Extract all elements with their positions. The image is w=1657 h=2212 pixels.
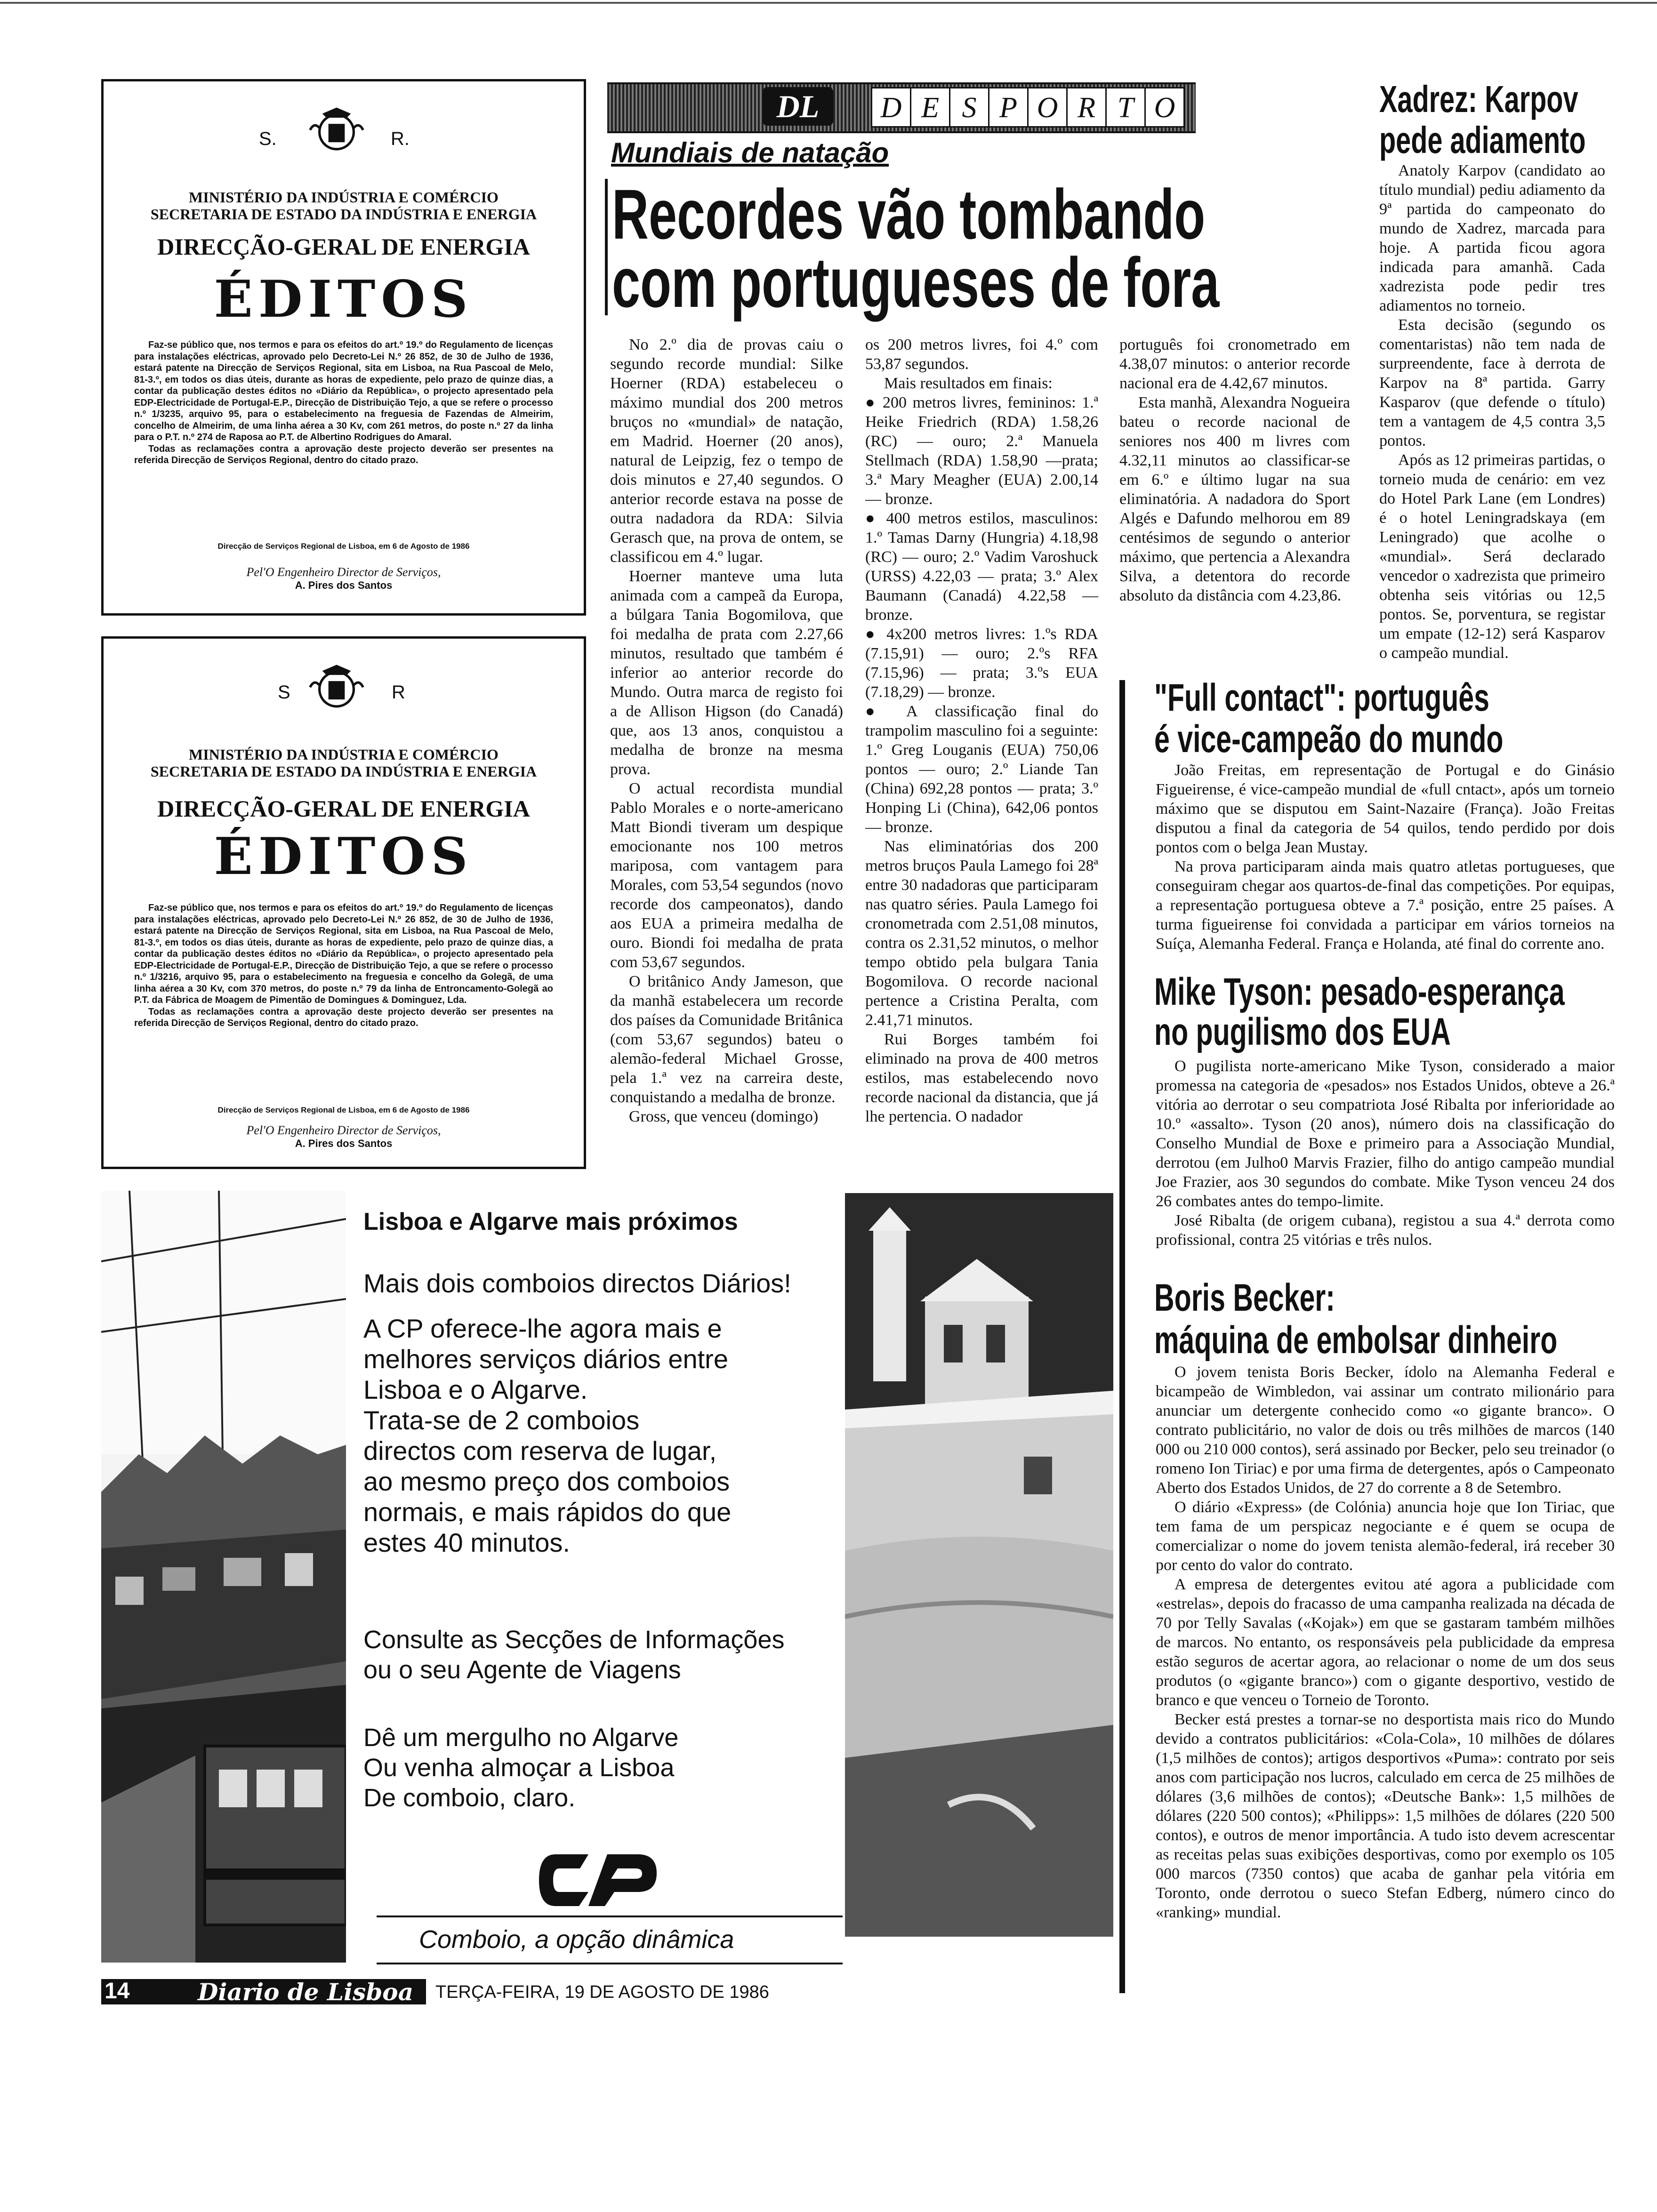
section-letter: O — [1027, 87, 1068, 128]
ad-photo-algarve — [845, 1193, 1113, 1937]
paragraph: Becker está prestes a tornar-se no desportista mais rico do Mundo devido a contratos publicitários: «Cola-Cola», 10 milhões de dólares (1,5 milhões de contos); artigos desportivos «Puma»: contrato por seis anos com participação nos lucros, calculado em cerca de 25 milhões de dólares (3,6 milhões de contos); «Deutsche Bank»: 1,5 milhões de dólares (220 500 contos); «Philipps»: 1,5 milhões de dólares (220 500 contos), e outros de menor importância. A tudo isto devem acrescentar as receitas pelas suas exibições desportivas, como por exemplo os 105 000 marcos (7350 contos) que acaba de ganhar pela vitória em Toronto, onde derrotou o sueco Stefan Edberg, número cinco do «ranking» mundial. — [1156, 1711, 1615, 1921]
section-letter: R — [1066, 87, 1107, 128]
edital-title: ÉDITOS — [214, 270, 474, 329]
edital-body-2: Todas as reclamações contra a aprovação deste projecto deverão ser presentes na referida Direcção de Serviços Regional, dentro do citado prazo. — [134, 443, 553, 465]
ad-photo-lisbon-tram — [101, 1191, 346, 1963]
paragraph: O diário «Express» (de Colónia) anuncia hoje que Ion Tiriac, que tem fama de um perspicaz negociante e é quem se ocupa de comercializar o nome do jovem tenista alemão-federal, irá receber 30 por cento do valor do contrato. — [1156, 1499, 1615, 1574]
newspaper-masthead: Diario de Lisboa — [198, 1978, 414, 2006]
ad-body-line: directos com reserva de lugar, — [363, 1436, 717, 1466]
edital-place-date: Direcção de Serviços Regional de Lisboa, em 6 de Agosto de 1986 — [217, 542, 470, 551]
edital-signature-title: Pel'O Engenheiro Director de Serviços, — [246, 565, 441, 579]
edital-body-2: Todas as reclamações contra a aprovação deste projecto deverão ser presentes na referida Direcção de Serviços Regional, dentro do citado prazo. — [134, 1006, 553, 1028]
section-letter: E — [910, 87, 950, 128]
issue-date: TERÇA-FEIRA, 19 DE AGOSTO DE 1986 — [435, 1982, 769, 2002]
top-border — [0, 2, 1657, 4]
paragraph: O actual recordista mundial Pablo Morales e o norte-americano Matt Biondi tiveram um despique emocionante nos 100 metros mariposa, com vantagem para Morales, com 53,54 segundos (novo recorde dos campeonatos), dando aos EUA a primeira medalha de ouro. Biondi foi medalha de prata com 53,67 segundos. — [610, 780, 843, 971]
ad-consult-line: ou o seu Agente de Viagens — [363, 1656, 681, 1684]
ad-body-line: normais, e mais rápidos do que — [363, 1497, 732, 1527]
paragraph: Esta decisão (segundo os comentaristas) não tem nada de surpreendente, face à derrota de Karpov na 8ª partida. Garry Kasparov (que defende o título) tem a vantagem de 4,5 contra 3,5 pontos. — [1379, 316, 1605, 449]
cp-logo-icon — [537, 1850, 659, 1911]
section-logo: DL — [763, 87, 833, 126]
xadrez-article — [1379, 161, 1605, 663]
page-number: 14 — [105, 1979, 130, 2004]
edital-s: S. — [259, 128, 277, 149]
edital-secretariat: SECRETARIA DE ESTADO DA INDÚSTRIA E ENERGIA — [150, 206, 537, 223]
headline-rule — [605, 179, 608, 315]
edital-secretariat: SECRETARIA DE ESTADO DA INDÚSTRIA E ENERGIA — [150, 763, 537, 780]
ad-closing-line: De comboio, claro. — [363, 1784, 576, 1812]
ad-slogan: Comboio, a opção dinâmica — [419, 1925, 734, 1954]
edital-r: R. — [391, 128, 410, 149]
coat-of-arms-icon — [306, 662, 367, 716]
becker-headline-line-1: Boris Becker: — [1154, 1276, 1335, 1319]
main-headline-line-1: Recordes vão tombando — [612, 175, 1206, 254]
becker-headline-line-2: máquina de embolsar dinheiro — [1154, 1319, 1558, 1362]
section-letter: T — [1105, 87, 1146, 128]
ad-closing — [363, 1723, 678, 1813]
ad-body-line: Lisboa e o Algarve. — [363, 1375, 588, 1404]
ad-body — [363, 1313, 731, 1558]
main-article-column-2 — [865, 335, 1098, 1126]
tyson-article — [1156, 1057, 1615, 1250]
edital-notice-1 — [101, 79, 586, 616]
section-banner — [607, 82, 1196, 133]
paragraph: No 2.º dia de provas caiu o segundo recorde mundial: Silke Hoerner (RDA) estabeleceu o máximo mundial dos 200 metros bruços no «mundial» de natação, em Madrid. Hoerner (20 anos), natural de Leipzig, fez o tempo de dois minutos e 27,40 segundos. O anterior recorde estava na posse de outra nadadora da RDA: Silvia Gerasch que, na prova de ontem, se classificou em 4.º lugar. — [610, 336, 843, 566]
paragraph: José Ribalta (de origem cubana), registou a sua 4.ª derrota como profissional, contra 25 vitórias e três nulos. — [1156, 1212, 1615, 1249]
edital-directorate: DIRECÇÃO-GERAL DE ENERGIA — [157, 795, 530, 822]
section-letter: S — [949, 87, 989, 128]
tyson-headline-line-1: Mike Tyson: pesado-esperança — [1154, 970, 1565, 1013]
paragraph: O jovem tenista Boris Becker, ídolo na Alemanha Federal e bicampeão de Wimbledon, vai assinar um contrato milionário para anunciar um detergente conhecido como «o gigante branco». O contrato publicitário, no valor de dois ou três milhões de marcos (140 000 ou 210 000 contos), será assinado por Becker, pelo seu treinador (o romeno Ion Tiriac) e por uma firma de detergentes, após o Campeonato Aberto dos Estados Unidos, de 27 do corrente a 8 de Setembro. — [1156, 1363, 1615, 1497]
ad-body-line: ao mesmo preço dos comboios — [363, 1467, 730, 1496]
paragraph: ● A classificação final do trampolim masculino foi a seguinte: 1.º Greg Louganis (EUA) 750,06 pontos — ouro; 2.º Liande Tan (China) 692,28 pontos — prata; 3.º Honping Li (China), 642,06 pontos — bronze. — [865, 703, 1098, 836]
paragraph: Anatoly Karpov (candidato ao título mundial) pediu adiamento da 9ª partida do campeonato do mundo de Xadrez, marcada para hoje. A partida ficou agora indicada para amanhã. Cada xadrezista pode pedir tres adiamentos no torneio. — [1379, 162, 1605, 314]
article-kicker: Mundiais de natação — [611, 137, 889, 168]
ad-closing-line: Ou venha almoçar a Lisboa — [363, 1754, 675, 1782]
main-article-column-3 — [1119, 335, 1350, 605]
edital-directorate: DIRECÇÃO-GERAL DE ENERGIA — [157, 233, 530, 260]
paragraph: ● 400 metros estilos, masculinos: 1.º Tamas Darny (Hungria) 4.18,98 (RC) — ouro; 2.º Vadim Varoshuck (URSS) 4.22,03 — prata; 3.º Alex Baumann (Canadá) 4.22,58 — bronze. — [865, 510, 1098, 624]
section-letter: P — [988, 87, 1029, 128]
ad-title: Lisboa e Algarve mais próximos — [363, 1208, 738, 1235]
xadrez-headline-line-2: pede adiamento — [1379, 119, 1586, 161]
edital-ministry: MINISTÉRIO DA INDÚSTRIA E COMÉRCIO — [189, 746, 499, 763]
ad-headline: Mais dois comboios directos Diários! — [363, 1268, 791, 1298]
edital-place-date: Direcção de Serviços Regional de Lisboa, em 6 de Agosto de 1986 — [217, 1106, 470, 1114]
column-rule — [1119, 680, 1125, 1993]
xadrez-headline-line-1: Xadrez: Karpov — [1379, 78, 1578, 120]
section-letter: O — [1144, 87, 1185, 128]
edital-notice-2 — [101, 636, 586, 1169]
ad-body-line: estes 40 minutos. — [363, 1528, 570, 1557]
ad-body-line: Trata-se de 2 comboios — [363, 1405, 640, 1435]
full-contact-headline-line-2: é vice-campeão do mundo — [1154, 718, 1504, 761]
section-label — [871, 87, 1185, 126]
ad-body-line: melhores serviços diários entre — [363, 1344, 728, 1374]
edital-r: R — [392, 682, 405, 703]
edital-title: ÉDITOS — [214, 827, 474, 886]
main-headline-line-2: com portugueses de fora — [612, 243, 1220, 322]
paragraph: ● 200 metros livres, femininos: 1.ª Heike Friedrich (RDA) 1.58,26 (RC) — ouro; 2.ª Manuela Stellmach (RDA) 1.58,90 —prata; 3.ª Mary Meagher (EUA) 2.00,14 — bronze. — [865, 394, 1098, 508]
paragraph: ● 4x200 metros livres: 1.ºs RDA (7.15,91) — ouro; 2.ºs RFA (7.15,96) — prata; 3.ºs EUA (7.18,29) — bronze. — [865, 625, 1098, 701]
edital-signature-title: Pel'O Engenheiro Director de Serviços, — [246, 1123, 441, 1137]
ad-closing-line: Dê um mergulho no Algarve — [363, 1723, 679, 1752]
paragraph: Esta manhã, Alexandra Nogueira bateu o recorde nacional de seniores nos 400 m livres com 4.32,11 minutos ao classificar-se em 6.º e último lugar na sua eliminatória. A nadadora do Sport Algés e Dafundo melhorou em 89 centésimos de segundo o anterior máximo, que pertencia a Alexandra Silva, a detentora do recorde absoluto da distância com 4.23,86. — [1119, 394, 1350, 604]
slogan-top-rule — [377, 1915, 843, 1917]
paragraph: O pugilista norte-americano Mike Tyson, considerado a maior promessa na categoria de «pesados» nos Estados Unidos, obteve a 26.ª vitória ao derrotar o seu compatriota José Ribalta por inferioridade ao 10.º «assalto». Tyson (20 anos), número dois na classificação do Conselho Mundial de Boxe e primeiro para a Associação Mundial, derrotou (em Julho0 Marvis Frazier, filho do antigo campeão mundial Joe Frazier, aos 30 segundos do combate. Mike Tyson venceu 24 dos 26 combates antes do tempo-limite. — [1156, 1058, 1615, 1210]
edital-signature-name: A. Pires dos Santos — [295, 579, 393, 591]
edital-s: S — [278, 682, 290, 703]
paragraph: Gross, que venceu (domingo) — [629, 1108, 819, 1125]
paragraph: O britânico Andy Jameson, que da manhã estabelecera um recorde dos países da Comunidade Britânica (com 53,67 segundos) bateu o alemão-federal Michael Grosse, pela 1.ª vez na carreira deste, conquistando a medalha de bronze. — [610, 973, 843, 1106]
paragraph: Após as 12 primeiras partidas, o torneio muda de cenário: em vez do Hotel Park Lane (em Londres) é o hotel Leningradskaya (em Leningrado) que acolhe o «mundial». Será declarado vencedor o xadrezista que primeiro obtenha seis vitórias ou 12,5 pontos. Se, porventura, se registar um empate (12-12) será Kasparov o campeão mundial. — [1379, 451, 1605, 662]
paragraph: Nas eliminatórias dos 200 metros bruços Paula Lamego foi 28ª entre 30 nadadoras que participaram nas quatro séries. Paula Lamego foi cronometrada com 2.51,08 minutos, contra os 2.31,52 minutos, o melhor tempo obtido pela bulgara Tania Bogomilova. O recorde nacional pertence a Cristina Peralta, com 2.41,71 minutos. — [865, 838, 1098, 1029]
paragraph: Hoerner manteve uma luta animada com a campeã da Europa, a búlgara Tania Bogomilova, que foi medalha de prata com 2.27,66 minutos, resultado que também é inferior ao anterior recorde do Mundo. Outra marca de registo foi a de Allison Higson (do Canadá) que, aos 13 anos, conquistou a medalha de bronze na mesma prova. — [610, 568, 843, 778]
paragraph: A empresa de detergentes evitou até agora a publicidade com «estrelas», depois do fracasso de uma campanha realizada na década de 70 por Telly Savalas («Kojak») em que se gastaram também milhões de marcos. No entanto, os responsáveis pela publicidade da empresa estão seguros de acertar agora, ao relacionar o nome de um dos seus produtos (o «gigante branco») com o gigante desportivo, vestido de branco e que venceu o Torneio de Toronto. — [1156, 1576, 1615, 1709]
coat-of-arms-icon — [306, 105, 367, 159]
paragraph: Rui Borges também foi eliminado na prova de 400 metros estilos, mas estabelecendo novo recorde nacional da distancia, que já lhe pertencia. O nadador — [865, 1031, 1098, 1125]
edital-signature-name: A. Pires dos Santos — [295, 1138, 393, 1149]
ad-consult-line: Consulte as Secções de Informações — [363, 1626, 785, 1654]
edital-body: Faz-se público que, nos termos e para os efeitos do art.º 19.º do Regulamento de licenças para instalações eléctricas, aprovado pelo Decreto-Lei N.º 26 852, de 30 de Julho de 1936, estará patente na Direcção de Serviços Regional, sita em Lisboa, na Rua Pascoal de Melo, 81-3.º, em todos os dias úteis, durante as horas de expediente, pelo prazo de quinze dias, a contar da publicação destes éditos no «Diário da República», o projecto apresentado pela EDP-Electricidade de Portugal-E.P., Direcção de Distribuição Tejo, a que se refere o processo n.º 1/3235, arquivo 95, para o estabelecimento na freguesia de Fazendas de Almeirim, concelho de Almeirim, de uma linha aérea a 30 Kv, com 261 metros, do poste n.º 27 da linha para o P.T. n.º 274 de Raposa ao P.T. de Albertino Rodrigues do Amaral. — [134, 340, 553, 442]
paragraph: Mais resultados em finais: — [884, 375, 1053, 392]
full-contact-headline-line-1: "Full contact": português — [1154, 676, 1489, 719]
section-letter: D — [871, 87, 911, 128]
tyson-headline-line-2: no pugilismo dos EUA — [1154, 1010, 1451, 1053]
edital-body: Faz-se público que, nos termos e para os efeitos do art.º 19.º do Regulamento de licenças para instalações eléctricas, aprovado pelo Decreto-Lei N.º 26 852, de 30 de Julho de 1936, estará patente na Direcção de Serviços Regional, sita em Lisboa, na Rua Pascoal de Melo, 81-3.º, em todos os dias úteis, durante as horas de expediente, pelo prazo de quinze dias, a contar da publicação destes éditos no «Diário da República», o projecto apresentado pela EDP-Electricidade de Portugal-E.P., Direcção de Distribuição Tejo, a que se refere o processo n.º 1/3216, arquivo 95, para o estabelecimento na freguesia e concelho da Golegã, de uma linha aérea a 30 Kv, com 370 metros, do poste n.º 79 da linha de Entroncamento-Golegã ao P.T. da Fábrica de Moagem de Pimentão de Domingues & Dominguez, Lda. — [134, 903, 553, 1005]
ad-consult — [363, 1625, 784, 1685]
paragraph: português foi cronometrado em 4.38,07 minutos: o anterior recorde nacional era de 4.42,67 minutos. — [1119, 336, 1350, 392]
slogan-bottom-rule — [377, 1963, 843, 1964]
ad-body-line: A CP oferece-lhe agora mais e — [363, 1314, 722, 1343]
edital-ministry: MINISTÉRIO DA INDÚSTRIA E COMÉRCIO — [189, 189, 499, 206]
paragraph: Na prova participaram ainda mais quatro atletas portugueses, que conseguiram chegar aos quartos-de-final das competições. Por equipas, a representação portuguesa obteve a 7.ª posição, entre 25 países. A turma figueirense foi convidada a participar em vários torneios na Suíça, Alemanha Federal. França e Holanda, até final do corrente ano. — [1156, 858, 1615, 953]
full-contact-article — [1156, 761, 1615, 954]
paragraph: João Freitas, em representação de Portugal e do Ginásio Figueirense, é vice-campeão mundial de «full cntact», após um torneio máximo que se disputou em Saint-Nazaire (França). João Freitas disputou a final da categoria de 54 quilos, tendo perdido por dois pontos com o belga Jean Mustay. — [1156, 761, 1615, 856]
becker-article — [1156, 1362, 1615, 1922]
main-article-column-1 — [610, 335, 843, 1126]
paragraph: os 200 metros livres, foi 4.º com 53,87 segundos. — [865, 336, 1098, 373]
